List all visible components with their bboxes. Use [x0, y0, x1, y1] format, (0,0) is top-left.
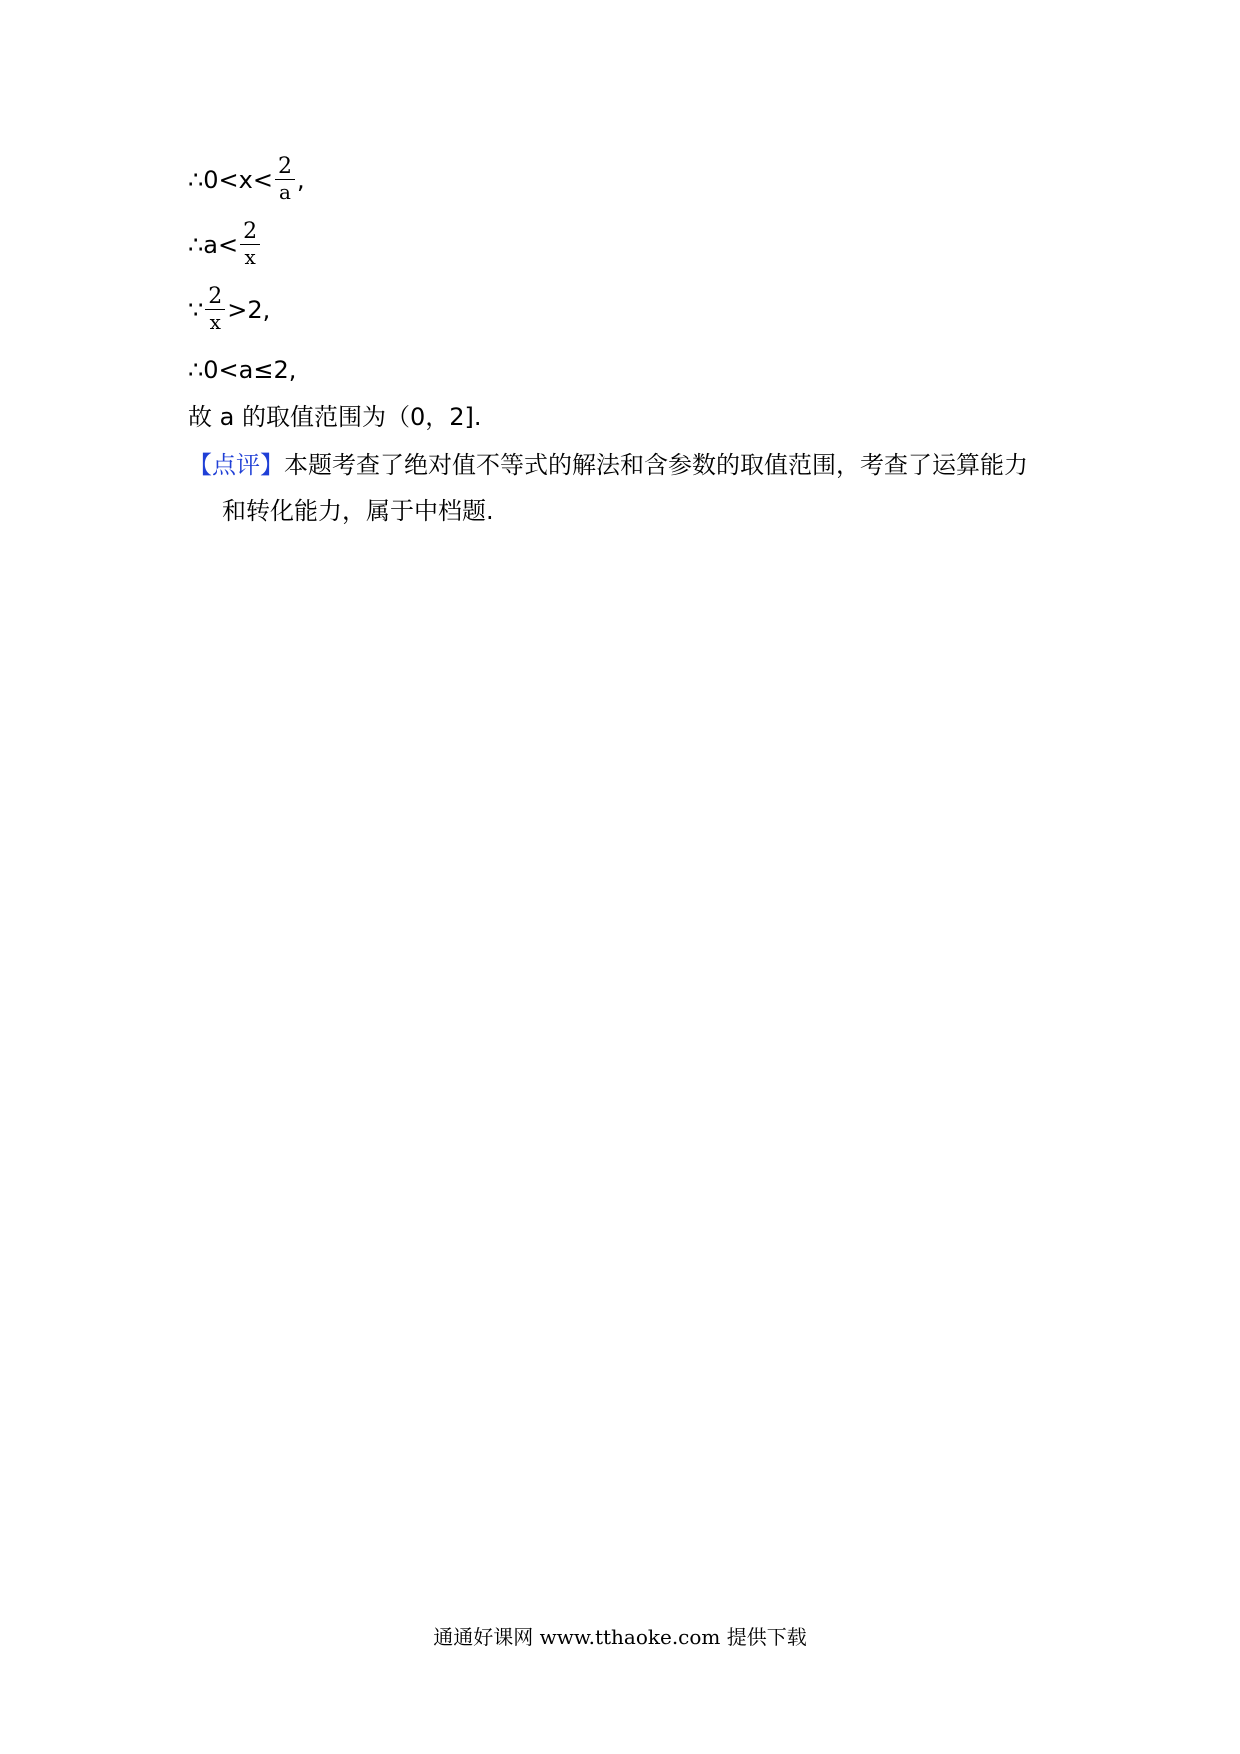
fraction-2-over-x — [205, 285, 225, 334]
footer-text: 通通好课网 www.tthaoke.com 提供下载 — [433, 1625, 807, 1649]
solution-line-1 — [188, 155, 305, 204]
fraction-denominator: a — [279, 180, 291, 204]
solution-line-4 — [188, 358, 296, 382]
fraction-denominator: x — [244, 245, 256, 269]
comment-text-line-1: 本题考查了绝对值不等式的解法和含参数的取值范围，考查了运算能力 — [284, 451, 1028, 479]
fraction-numerator: 2 — [208, 284, 223, 309]
line4-text: ∴0<a≤2, — [188, 356, 297, 384]
fraction-2-over-a — [275, 155, 295, 204]
line3-suffix: >2, — [227, 295, 271, 324]
line1-suffix: , — [296, 165, 305, 194]
fraction-2-over-x — [240, 220, 260, 269]
comment-tag: 【点评】 — [188, 451, 284, 479]
solution-conclusion — [188, 405, 482, 429]
fraction-numerator: 2 — [243, 219, 258, 244]
page-footer — [0, 1621, 1240, 1650]
line3-prefix: ∵ — [188, 295, 204, 324]
solution-line-2 — [188, 220, 262, 269]
line2-prefix: ∴a< — [188, 230, 239, 259]
solution-line-3 — [188, 285, 270, 334]
fraction-denominator: x — [209, 310, 221, 334]
conclusion-text: 故 a 的取值范围为（0，2]. — [188, 403, 482, 431]
line1-prefix: ∴0<x< — [188, 165, 273, 194]
comment-paragraph — [188, 442, 1088, 534]
fraction-numerator: 2 — [277, 154, 292, 179]
comment-text-line-2: 和转化能力，属于中档题. — [222, 497, 494, 525]
